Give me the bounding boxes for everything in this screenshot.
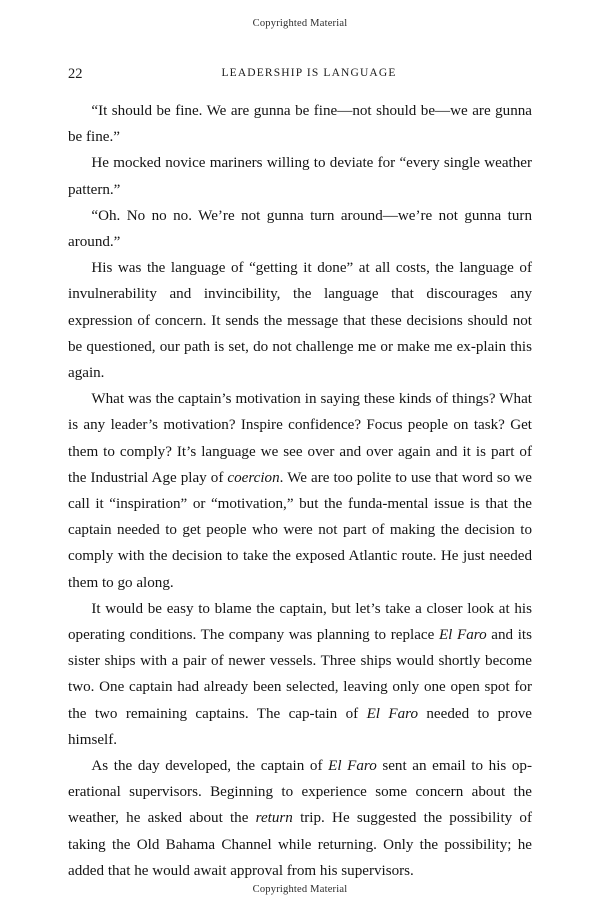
running-head bbox=[68, 66, 532, 86]
paragraph: His was the language of “getting it done” at all costs, the language of invulnerability and invincibility, the language that discourages any expression of concern. It sends the message that these decisions should not be questioned, our path is set, do not challenge me or make me ex-plain this again. bbox=[68, 260, 532, 382]
page-body bbox=[68, 98, 532, 884]
page-number: 22 bbox=[68, 66, 83, 82]
copyright-watermark-top: Copyrighted Material bbox=[252, 18, 348, 29]
paragraph: “Oh. No no no. We’re not gunna turn around—we’re not gunna turn around.” bbox=[68, 207, 532, 251]
paragraph: He mocked novice mariners willing to deviate for “every single weather pattern.” bbox=[68, 155, 532, 198]
paragraph: It would be easy to blame the captain, but let’s take a closer look at his operating conditions. The company was planning to replace El Faro and its sister ships with a pair of newer vessels. Three ships would shortly become two. One captain had already been selected, leaving only one open spot for the two remaining captains. The cap-tain of El Faro needed to prove himself. bbox=[68, 600, 532, 748]
running-title: LEADERSHIP IS LANGUAGE bbox=[221, 67, 397, 79]
paragraph: What was the captain’s motivation in saying these kinds of things? What is any leader’s motivation? Inspire confidence? Focus people on task? Get them to comply? It’s language we see over and over again and it is part of the Industrial Age play of coercion. We are too polite to use that word so we call it “inspiration” or “motivation,” but the funda-mental issue is that the captain needed to get people who were not part of making the decision to comply with the decision to take the exposed Atlantic route. He just needed them to go along. bbox=[68, 391, 532, 591]
paragraph: “It should be fine. We are gunna be fine—not should be—we are gunna be fine.” bbox=[68, 103, 532, 146]
paragraph: As the day developed, the captain of El Faro sent an email to his op-erational supervisors. Beginning to experience some concern about the weather, he asked about the return trip. He suggested the possibility of taking the Old Bahama Channel while returning. Only the possibility; he added that he would await approval from his supervisors. bbox=[68, 758, 533, 879]
copyright-watermark-bottom: Copyrighted Material bbox=[252, 884, 348, 895]
